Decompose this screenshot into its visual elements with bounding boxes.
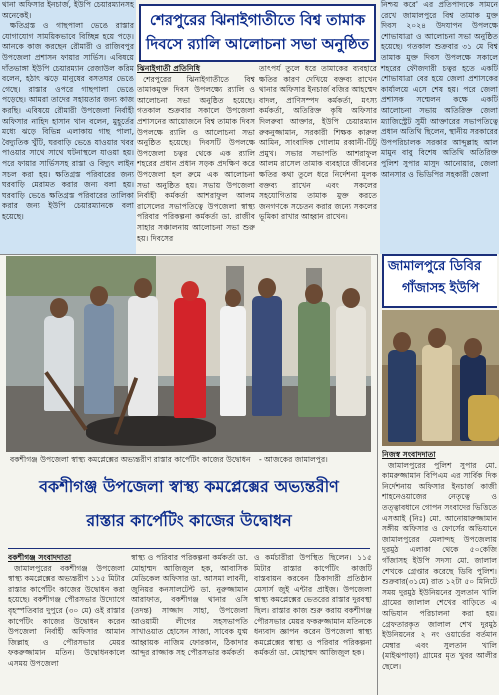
- tobacco-col2-text: তাৎপর্য তুলে ধরে তামাকের ব্যবহারে ক্ষতির কারণ দেখিয়ে বক্তব্য রাখেন থানার অফিসার ইনচার্জ বজির আহম্মেদ বাদল, প্রাণিসম্পদ কর্মকর্তা, মৎস্য কর্মকর্তা, অতিরিক্ত কৃষি অফিসার দিলরুবা আক্তার, ইউপি চেয়ারম্যান রুকনুজ্জামান, সরকারী শিক্ষক কারুল আমিন, সাংবাদিক গোলাম রব্বানী-টিটু প্রমুখ। সভার সভাপতি আশরাফুল আলম রাসেল তামাক ব্যবহারে জীবনের ক্ষতির কথা তুলে ধরে নির্দেশনা মূলক বক্তব্য রাখেন এবং সকলের সহযোগিতায় তামাক মুক্ত করতে জনগণকে সচেতন করার জন্যে সকলের ভূমিকা রাখার আহ্বান রাখেন।: [259, 64, 377, 222]
- bakshiganj-col1-text: জামালপুরের বকশীগঞ্জ উপজেলা স্বাস্থ্য কমপ্লেক্সের অভ্যন্তরীণ ১১৫ মিটার রাস্তার কার্পেটিং কাজের উদ্বোধন করা হয়েছে। বকশীগঞ্জ পৌরসভার উদ্যোগে বৃহস্পতিবার দুপুরে (৩০ মে) ওই রাস্তার কার্পেটিং কাজের উদ্বোধন করেন উপজেলা নির্বাহী অফিসার আমান জিল্লাহ ও পৌরসভার মেয়র ফকরুজ্জামান মতিন। উদ্বোধনকালে এসময় উপজেলা: [8, 563, 125, 668]
- tobacco-article-col1: [137, 64, 255, 252]
- flood-article-para-1: থানা অফিসার ইনচার্জ, ইউপি চেয়ারম্যানসহ অনেকেই।: [2, 0, 134, 20]
- tobacco-headline-line2: দিবসে র‍্যালি আলোচনা সভা অনুষ্ঠিত: [146, 35, 369, 53]
- bakshiganj-col2: [131, 553, 248, 693]
- photo-caption-text: বকশীগঞ্জ উপজেলা স্বাস্থ্য কমপ্লেক্সের অভ্যন্তরীণ রাস্তার কার্পেটিং কাজের উদ্বোধন: [10, 455, 251, 464]
- tobacco-jamalpur-text: নিশ্চয় করে' এর প্রতিপাদ্যকে সামনে রেখে জামালপুরে বিশ্ব তামাক মুক্ত দিবস ২০২৪ উদযাপন উপলক্ষে শোভাযাত্রা ও আলোচনা সভা অনুষ্ঠিত হয়েছে। গতকাল শুক্রবার ৩১ মে বিশ্ব তামাক মুক্ত দিবস উপলক্ষে সকালে শহরের ফৌজদারী চত্বর হতে একটি শোভাযাত্রা বের হয়ে জেলা প্রশাসকের কার্যালয়ে এসে শেষ হয়। পরে জেলা প্রশাসক সম্মেলন কক্ষে একটি আলোচনা সভায় অতিরিক্ত জেলা ম্যাজিস্ট্রেট সুমী আক্তারের সভাপতিত্বে প্রধান অতিথি ছিলেন, স্থানীয় সরকারের উপপরিচালক সরকার আব্দুল্লাহ আল মামুন বাবু বিশেষ অতিথি অতিরিক্ত পুলিশ সুপার মাসুদ আনোয়ার, জেলা আনসার ও ভিডিপির সহকারী জেলা: [381, 0, 498, 179]
- tobacco-headline-line1: শেরপুরের ঝিনাইগাতীতে বিশ্ব তামাক: [149, 11, 366, 29]
- photo-credit: - আজকের জামালপুর।: [258, 455, 328, 464]
- dibi-byline: নিজস্ব সংবাদদাতা: [382, 450, 436, 459]
- bakshiganj-headline-box: [8, 470, 370, 544]
- section-divider: [0, 254, 378, 255]
- bakshiganj-byline: বকশীগঞ্জ সংবাদদাতা: [8, 553, 72, 562]
- bakshiganj-headline-line1: বকশীগঞ্জ উপজেলা স্বাস্থ্য কমপ্লেক্সের অভ্যন্তরীণ: [39, 477, 339, 496]
- tobacco-byline: ঝিনাইগাতী প্রতিনিধি: [137, 64, 200, 73]
- bakshiganj-headline-line2: রাস্তার কার্পেটিং কাজের উদ্বোধন: [86, 511, 292, 530]
- dibi-text: জামালপুরের পুলিশ সুপার মো. কামরুজ্জামান বিপিএম এর সার্বিক দিক নির্দেশনায় অফিসার ইনচার্জ কাজী শাহনেওয়াজের নেতৃত্বে ও তত্ত্বাবধানে গোপন সংবাদের ভিত্তিতে এসআই (নিঃ) মো. আনোয়ারুজ্জামান সঙ্গীয় অফিসার ও ফোর্সের অভিযানে জামালপুরের মেলান্দহ উপজেলায় দুরমুঠ এলাকা থেকে ৫০কেজি গাঁজাসহ ইউপি সদস্য মো. জালাল শেখকে গ্রেপ্তার করেছে ডিবি পুলিশ। শুক্রবার(৩১মে) রাত ১২টা ৫০ মিনিটে সময় দুরমুঠ ইউনিয়নের সুলতান খালি গ্রামের জালাল শেখের বাড়িতে এ অভিযান পরিচালনা করা হয়। গ্রেফতারকৃত জালাল শেখ দুরমুঠ ইউনিয়নের ২ নং ওয়ার্ডের বর্তমান মেম্বার এবং সুলতান খালি (মাইঝপাড়া) গ্রামের মৃত খুবর আলীর ছেলে।: [382, 460, 497, 671]
- dibi-headline-box: [382, 254, 497, 308]
- dibi-article: [382, 450, 497, 695]
- bakshiganj-col2-text: স্বাস্থ্য ও পরিবার পরিকল্পনা কর্মকর্তা ডা. মোহাম্মদ আজিজুল হক, আবাসিক মেডিকেল অফিসার ডা. আসমা লাবনী, জুনিয়র কনসালটেন্ট ডা. নুরুজ্জামান আরাফাত, বকশীগঞ্জ থানার ওসি (তদন্ত) সাজ্জাদ সাহা, উপজেলা আওয়ামী লীগের সহসভাপতি সাখাওয়াত হোসেন সাজা, সাবেক যুগ্ম আহ্বায়ক নাজিম ফোরকান, ঠিকাদার আব্দুর রাজ্জাক সহ পৌরসভার কর্মকর্তা: [131, 553, 248, 658]
- dibi-headline-line1: জামালপুরে ডিবির: [388, 259, 482, 274]
- inauguration-photo: [6, 256, 371, 452]
- dibi-headline-line2: গাঁজাসহ ইউপি: [402, 281, 480, 296]
- column-divider: [377, 254, 378, 695]
- photo-caption: [10, 455, 372, 465]
- dibi-arrest-photo: [382, 310, 499, 446]
- flood-article-para-2: ক্ষতিগ্রস্ত ও গাছপালা ভেঙে রাস্তার যোগাযোগ সাময়িকভাবে বিচ্ছিন্ন হয়ে পড়ে। আনকে কাজ করছেন রৌমারী ও রাজিবপুর উপজেলা প্রশাসন ফায়ার সার্ভিস। এবিষয়ে দাঁতভাঙ্গা ইউপি চেয়ারম্যান রেজাউল করিম বলেন, হঠাৎ ঝড়ে মানুষের বসতঘর ভেঙে গেছে। রাস্তার ওপরে গাছপালা ভেঙে পড়েছে। আমরা তাদের সহায়তার জন্য কাজ করছি। এবিষয়ে রৌমারী উপজেলা নির্বাহী অফিসার নাহিদ হাসান খান বলেন, মুহূর্তের মধ্যে ঝড়ে বিভিন্ন এলাকায় গাছ পালা, বৈদ্যুতিক খুঁটি, ঘরবাড়ি ভেঙে যাওয়ার খবর পাওয়ার সাথে সাথে ঘটনাস্থলে যাওয়া হয়। পরে ফায়ার সার্ভিসসহ রাস্তা ও বিদ্যুৎ লাইন সচল করা হয়। ক্ষতিগ্রস্ত পরিবারের জন্য ঘরবাড়ি মেরামত করার জন্য বলা হয়। ঘরবাড়ি ভেঙে ক্ষতিগ্রস্ত পরিবারের তালিকা করার জন্য ইউপি চেয়ারম্যানকে বলা হয়েছে।: [2, 21, 134, 221]
- bakshiganj-col1: [8, 553, 125, 693]
- tobacco-col1-text: শেরপুরের ঝিনাইগাতীতে বিশ্ব তামাকমুক্ত দিবস উপলক্ষ্যে র‍্যালি ও আলোচনা সভা অনুষ্ঠিত হয়েছে। গতকাল শুক্রবার সকালে উপজেলা প্রশাসনের আয়োজনে বিশ্ব তামাক দিবস উপলক্ষে র‍্যালি ও আলোচনা সভা অনুষ্ঠিত হয়েছে। দিবসটি উপলক্ষে উপজেলা চত্বর থেকে এক র‍্যালি শহরের প্রধান প্রধান সড়ক প্রদক্ষিণ করে উপজেলা হল রুমে এক আলোচনা সভা অনুষ্ঠিত হয়। সভায় উপজেলা নির্বাহী কর্মকর্তা আশরাফুল আলম রাসেলের সভাপতিত্বে উপজেলা স্বাস্থ্য পরিবার পরিকল্পনা কর্মকর্তা ডা. রাজীব সাহার সঞ্চালনায় আলোচনা সভা শুরু হয়। দিবসের: [137, 74, 255, 243]
- tobacco-jamalpur-article: [380, 0, 499, 254]
- tobacco-article-col2: [259, 64, 377, 252]
- tobacco-headline-box: [139, 4, 376, 62]
- bakshiganj-col3-text: ও কর্মচারীরা উপস্থিত ছিলেন। ১১৫ মিটার রাস্তার কার্পেটিং কাজটি বাস্তবায়ন করবেন ঠিকাদারী প্রতিষ্ঠান মেসার্স জুই এন্টার প্রাইজ। উপজেলা স্বাস্থ্য কমপ্লেক্সের ভেতরের রাস্তার দুরবস্থা ছিল। রাস্তার কাজ শুরু করায় বকশীগঞ্জ পৌরসভার মেয়র ফকরুজ্জামান মতিনকে ধন্যবাদ জ্ঞাপন করেন উপজেলা স্বাস্থ্য কমপ্লেক্সের স্বাস্থ্য ও পরিবার পরিকল্পনা কর্মকর্তা ডা. মোহাম্মদ আজিজুল হক।: [254, 553, 372, 658]
- bakshiganj-headline-rule: [8, 548, 370, 549]
- flood-article-continuation: [0, 0, 136, 254]
- bakshiganj-col3: [254, 553, 372, 693]
